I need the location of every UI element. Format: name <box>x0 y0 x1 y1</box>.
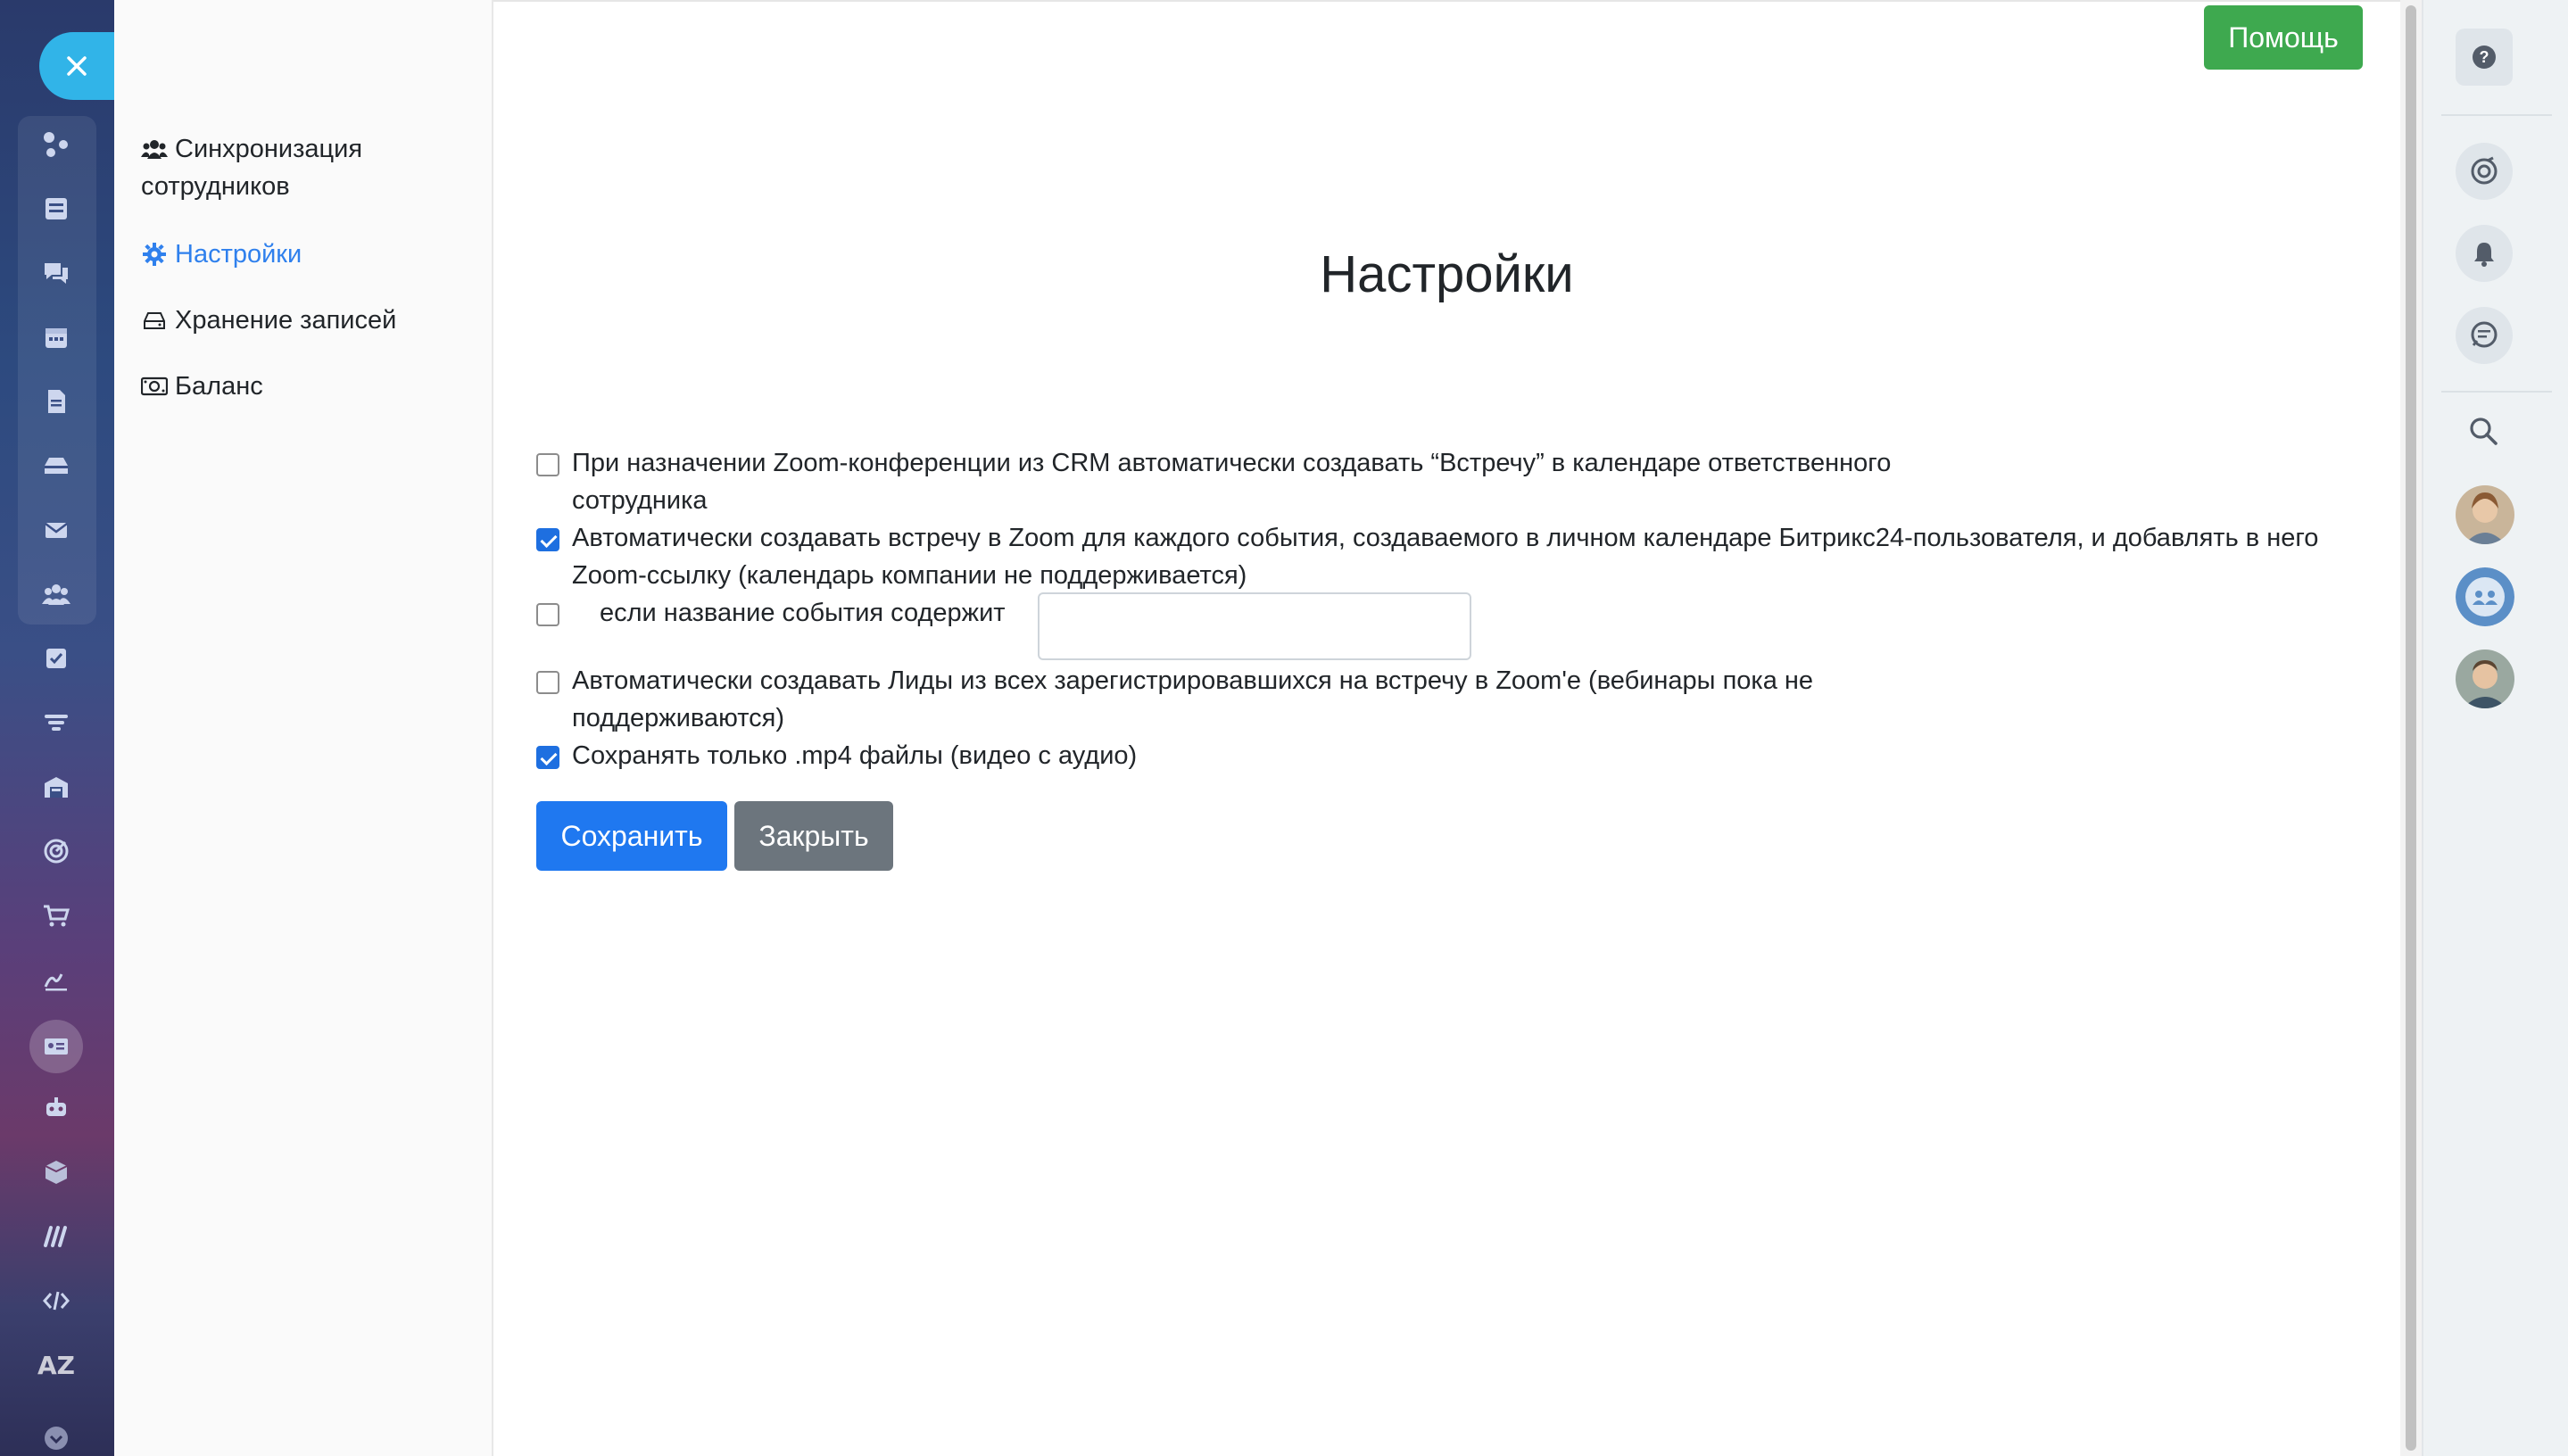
mail-icon[interactable] <box>32 506 80 554</box>
user-avatar-1[interactable] <box>2456 485 2514 544</box>
option-crm-meeting-checkbox[interactable] <box>536 453 559 476</box>
page-title: Настройки <box>1320 245 1574 303</box>
more-icon[interactable] <box>32 1414 80 1456</box>
sidebar-item-label <box>141 130 363 205</box>
right-rail-divider <box>2441 114 2552 116</box>
marketplace-icon[interactable] <box>32 1212 80 1261</box>
target-icon[interactable] <box>32 827 80 875</box>
sidebar-item-storage[interactable] <box>141 302 396 339</box>
option-mp4-only-label: Сохранять только .mp4 файлы (видео с аудио) <box>572 741 1138 770</box>
option-mp4-only-checkbox[interactable] <box>536 746 559 769</box>
option-auto-zoom-meeting <box>536 519 2392 594</box>
option-mp4-only <box>536 737 2392 774</box>
copilot-icon[interactable] <box>2456 143 2513 200</box>
option-line: Zoom-ссылку (календарь компании не поддерживается) <box>572 561 1247 590</box>
gear-icon <box>141 241 168 268</box>
option-auto-leads-checkbox[interactable] <box>536 671 559 694</box>
option-line: Автоматически создавать Лиды из всех зарегистрировавшихся на встречу в Zoom'е (вебинары пока не <box>572 666 1814 695</box>
sidebar-item-sync-employees[interactable] <box>141 130 362 205</box>
warehouse-icon[interactable] <box>32 763 80 811</box>
close-icon <box>63 53 90 79</box>
az-icon[interactable] <box>32 1341 80 1389</box>
option-line: Автоматически создавать встречу в Zoom для каждого события, создаваемого в личном календаре Битрикс24-пользователя, и добавлять в него <box>572 524 2319 552</box>
box-icon[interactable] <box>32 1148 80 1196</box>
code-icon[interactable] <box>32 1277 80 1325</box>
user-avatar-2[interactable] <box>2456 649 2514 708</box>
tasks-icon[interactable] <box>32 634 80 682</box>
option-auto-leads-label <box>572 662 2392 737</box>
event-name-input[interactable] <box>1038 592 1471 660</box>
signature-icon[interactable] <box>32 956 80 1004</box>
sync-label-line2: сотрудников <box>141 172 290 201</box>
close-slider-button[interactable] <box>39 32 114 100</box>
main-scrollbar[interactable] <box>2400 0 2422 1456</box>
option-line: При назначении Zoom-конференции из CRM автоматически создавать “Встречу” в календаре ответственного <box>572 449 1892 477</box>
feed-icon[interactable] <box>32 185 80 233</box>
svg-text:?: ? <box>2479 48 2489 66</box>
money-icon <box>141 373 168 400</box>
option-line: сотрудника <box>572 486 708 515</box>
option-crm-meeting-label <box>572 444 2392 519</box>
sidebar-item-label: Баланс <box>175 372 263 401</box>
group-chat-avatar[interactable] <box>2456 567 2514 626</box>
option-line: поддерживаются) <box>572 704 785 732</box>
help-button[interactable]: Помощь <box>2204 5 2363 70</box>
sidebar-item-label: Хранение записей <box>175 306 397 335</box>
sidebar-item-settings[interactable] <box>141 236 302 273</box>
sidebar-item-label: Настройки <box>175 240 302 269</box>
users-icon <box>141 136 168 162</box>
robot-icon[interactable] <box>32 1084 80 1132</box>
messenger-icon[interactable] <box>2456 307 2513 364</box>
cart-icon[interactable] <box>32 891 80 939</box>
sidebar-item-balance[interactable] <box>141 368 263 405</box>
option-auto-zoom-meeting-label <box>572 519 2392 594</box>
settings-content <box>493 0 2400 1456</box>
option-event-name-filter-label: если название события содержит <box>600 599 1006 627</box>
sync-label-line1: Синхронизация <box>175 135 363 163</box>
activity-stream-icon[interactable] <box>32 120 80 169</box>
contact-card-icon[interactable] <box>29 1020 83 1073</box>
option-auto-leads <box>536 662 2392 737</box>
option-crm-meeting <box>536 444 2392 519</box>
hdd-icon <box>141 307 168 334</box>
bell-icon[interactable] <box>2456 225 2513 282</box>
settings-sidebar <box>114 0 493 1456</box>
right-rail <box>2422 0 2568 1456</box>
az-label: AZ <box>37 1350 75 1380</box>
option-auto-zoom-meeting-checkbox[interactable] <box>536 528 559 551</box>
calendar-icon[interactable] <box>32 313 80 361</box>
option-event-name-filter-checkbox[interactable] <box>536 603 559 626</box>
help-icon[interactable] <box>2456 29 2513 86</box>
save-button[interactable]: Сохранить <box>536 801 727 871</box>
document-icon[interactable] <box>32 377 80 426</box>
drive-icon[interactable] <box>32 442 80 490</box>
search-icon[interactable] <box>2463 410 2506 453</box>
chat-icon[interactable] <box>32 249 80 297</box>
crm-funnel-icon[interactable] <box>32 699 80 747</box>
right-rail-divider <box>2441 391 2552 393</box>
employees-icon[interactable] <box>32 570 80 618</box>
scrollbar-thumb[interactable] <box>2406 5 2416 1451</box>
left-app-rail <box>0 0 114 1456</box>
close-button[interactable]: Закрыть <box>734 801 893 871</box>
